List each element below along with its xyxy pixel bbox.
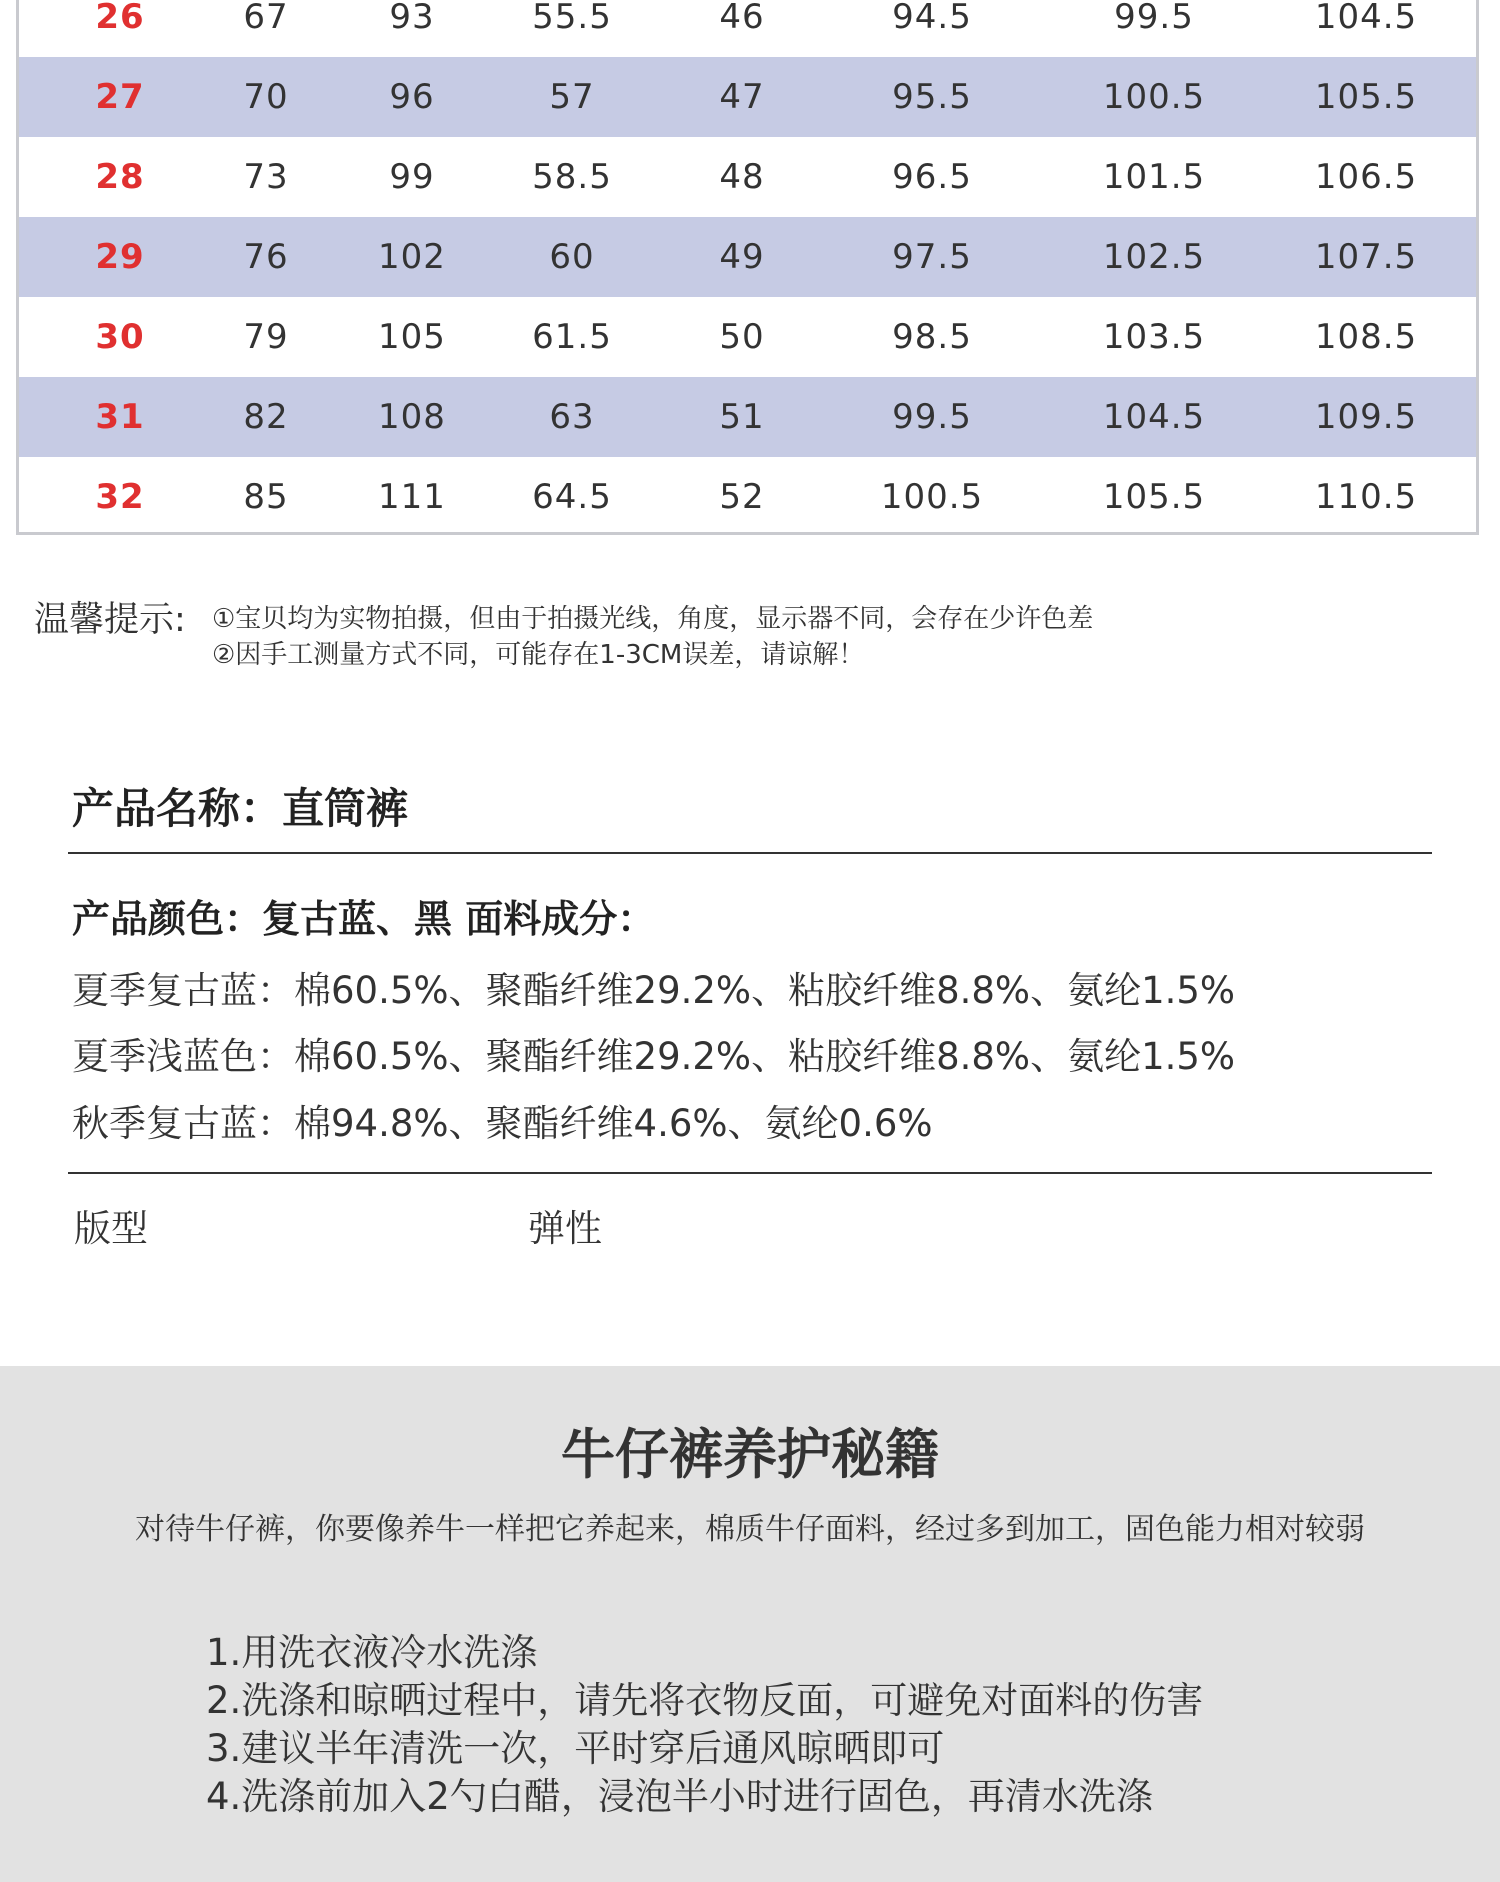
care-title: 牛仔裤养护秘籍 bbox=[561, 1423, 939, 1486]
divider bbox=[68, 852, 1432, 854]
table-cell: 99 bbox=[389, 157, 435, 197]
table-cell: 73 bbox=[243, 157, 289, 197]
tip-line: ①宝贝均为实物拍摄，但由于拍摄光线，角度，显示器不同，会存在少许色差 bbox=[212, 604, 1094, 634]
care-section bbox=[0, 1366, 1500, 1882]
care-step: 2.洗涤和晾晒过程中，请先将衣物反面，可避免对面料的伤害 bbox=[206, 1679, 1204, 1722]
care-step: 1.用洗衣液冷水洗涤 bbox=[206, 1631, 538, 1674]
table-cell: 93 bbox=[389, 0, 435, 37]
table-cell: 94.5 bbox=[892, 0, 972, 37]
size-cell: 27 bbox=[95, 77, 145, 117]
table-cell: 46 bbox=[719, 0, 765, 37]
care-intro: 对待牛仔裤，你要像养牛一样把它养起来，棉质牛仔面料，经过多到加工，固色能力相对较弱 bbox=[135, 1512, 1365, 1547]
table-cell: 108 bbox=[378, 397, 446, 437]
table-cell: 79 bbox=[243, 317, 289, 357]
table-cell: 105.5 bbox=[1102, 477, 1206, 517]
fabric-composition: 夏季复古蓝：棉60.5%、聚酯纤维29.2%、粘胶纤维8.8%、氨纶1.5% bbox=[72, 969, 1236, 1012]
table-cell: 103.5 bbox=[1102, 317, 1206, 357]
fit-label: 版型 bbox=[74, 1207, 148, 1250]
table-cell: 100.5 bbox=[1102, 77, 1206, 117]
table-cell: 110.5 bbox=[1314, 477, 1418, 517]
table-cell: 106.5 bbox=[1314, 157, 1418, 197]
table-cell: 101.5 bbox=[1102, 157, 1206, 197]
table-row bbox=[19, 217, 1476, 297]
table-cell: 50 bbox=[719, 317, 765, 357]
table-cell: 47 bbox=[719, 77, 765, 117]
elastic-label: 弹性 bbox=[528, 1207, 602, 1250]
table-cell: 104.5 bbox=[1314, 0, 1418, 37]
table-cell: 85 bbox=[243, 477, 289, 517]
table-cell: 109.5 bbox=[1314, 397, 1418, 437]
table-cell: 104.5 bbox=[1102, 397, 1206, 437]
table-cell: 82 bbox=[243, 397, 289, 437]
table-cell: 105 bbox=[378, 317, 446, 357]
table-cell: 95.5 bbox=[892, 77, 972, 117]
table-cell: 96 bbox=[389, 77, 435, 117]
table-row bbox=[19, 297, 1476, 377]
tip-line: ②因手工测量方式不同，可能存在1-3CM误差，请谅解！ bbox=[212, 640, 865, 670]
divider bbox=[68, 1172, 1432, 1174]
table-cell: 99.5 bbox=[1114, 0, 1194, 37]
table-cell: 49 bbox=[719, 237, 765, 277]
table-row bbox=[19, 457, 1476, 535]
table-cell: 63 bbox=[549, 397, 595, 437]
table-cell: 100.5 bbox=[880, 477, 984, 517]
table-cell: 64.5 bbox=[532, 477, 612, 517]
product-name: 产品名称：直筒裤 bbox=[72, 784, 409, 833]
table-cell: 60 bbox=[549, 237, 595, 277]
size-cell: 31 bbox=[95, 397, 145, 437]
size-cell: 28 bbox=[95, 157, 145, 197]
table-cell: 48 bbox=[719, 157, 765, 197]
table-cell: 102 bbox=[378, 237, 446, 277]
table-cell: 111 bbox=[378, 477, 446, 517]
table-cell: 99.5 bbox=[892, 397, 972, 437]
table-cell: 70 bbox=[243, 77, 289, 117]
size-cell: 26 bbox=[95, 0, 145, 37]
size-cell: 32 bbox=[95, 477, 145, 517]
table-cell: 67 bbox=[243, 0, 289, 37]
table-cell: 97.5 bbox=[892, 237, 972, 277]
table-cell: 57 bbox=[549, 77, 595, 117]
care-step: 3.建议半年清洗一次，平时穿后通风晾晒即可 bbox=[206, 1727, 945, 1770]
size-cell: 29 bbox=[95, 237, 145, 277]
table-cell: 52 bbox=[719, 477, 765, 517]
table-cell: 108.5 bbox=[1314, 317, 1418, 357]
fabric-composition: 夏季浅蓝色：棉60.5%、聚酯纤维29.2%、粘胶纤维8.8%、氨纶1.5% bbox=[72, 1035, 1236, 1078]
table-row bbox=[19, 377, 1476, 457]
table-row bbox=[19, 57, 1476, 137]
table-cell: 105.5 bbox=[1314, 77, 1418, 117]
tips-label: 温馨提示: bbox=[34, 600, 186, 640]
table-cell: 76 bbox=[243, 237, 289, 277]
table-cell: 55.5 bbox=[532, 0, 612, 37]
table-cell: 107.5 bbox=[1314, 237, 1418, 277]
fabric-composition: 秋季复古蓝：棉94.8%、聚酯纤维4.6%、氨纶0.6% bbox=[72, 1102, 933, 1145]
table-cell: 98.5 bbox=[892, 317, 972, 357]
table-cell: 58.5 bbox=[532, 157, 612, 197]
table-row bbox=[19, 137, 1476, 217]
table-cell: 102.5 bbox=[1102, 237, 1206, 277]
table-cell: 51 bbox=[719, 397, 765, 437]
size-table bbox=[16, 0, 1479, 535]
care-step: 4.洗涤前加入2勺白醋，浸泡半小时进行固色，再清水洗涤 bbox=[206, 1775, 1153, 1818]
table-row bbox=[19, 0, 1476, 57]
table-cell: 96.5 bbox=[892, 157, 972, 197]
size-cell: 30 bbox=[95, 317, 145, 357]
table-cell: 61.5 bbox=[532, 317, 612, 357]
product-color: 产品颜色：复古蓝、黑 面料成分： bbox=[72, 897, 656, 941]
